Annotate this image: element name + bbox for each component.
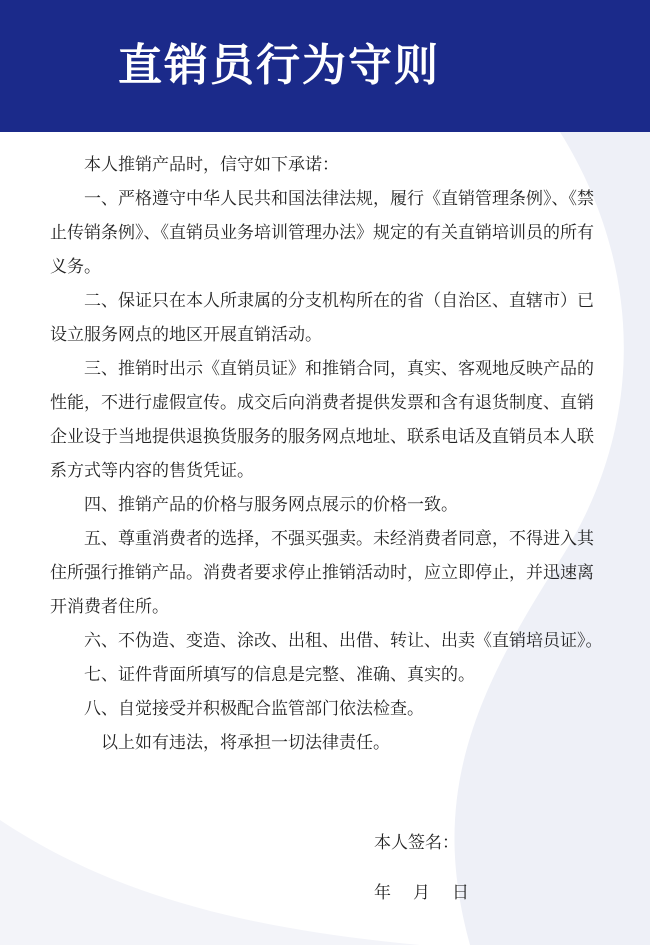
pledge-item-4: 四、推销产品的价格与服务网点展示的价格一致。 [84,495,458,515]
pledge-item-3: 三、推销时出示《直销员证》和推销合同，真实、客观地反映产品的性能，不进行虚假宣传。成交后向消费者提供发票和含有退货制度、直销企业设于当地提供退换货服务的服务网点地址、联系电话及直销员本人联系方式等内容的售货凭证。 [50,359,594,481]
pledge-item-2: 二、保证只在本人所隶属的分支机构所在的省（自治区、直辖市）已设立服务网点的地区开展直销活动。 [50,291,594,345]
header-banner [0,0,650,132]
pledge-item-1: 一、严格遵守中华人民共和国法律法规，履行《直销管理条例》、《禁止传销条例》、《直销员业务培训管理办法》规定的有关直销培训员的所有义务。 [50,189,594,277]
pledge-item-8: 八、自觉接受并积极配合监管部门依法检查。 [84,699,424,719]
page-title: 直销员行为守则 [118,40,440,91]
date-day: 日 [452,883,469,903]
date-line [374,868,469,918]
pledge-body [50,148,610,760]
date-year: 年 [374,883,391,903]
date-month: 月 [413,883,430,903]
signature-label: 本人签名： [374,833,459,853]
closing-statement: 以上如有违法，将承担一切法律责任。 [101,733,390,753]
signature-block [374,818,469,918]
intro-paragraph: 本人推销产品时，信守如下承诺： [84,155,339,175]
pledge-item-5: 五、尊重消费者的选择，不强买强卖。未经消费者同意，不得进入其住所强行推销产品。消费者要求停止推销活动时，应立即停止，并迅速离开消费者住所。 [50,529,594,617]
pledge-item-6: 六、不伪造、变造、涂改、出租、出借、转让、出卖《直销培员证》。 [84,631,603,651]
pledge-item-7: 七、证件背面所填写的信息是完整、准确、真实的。 [84,665,475,685]
